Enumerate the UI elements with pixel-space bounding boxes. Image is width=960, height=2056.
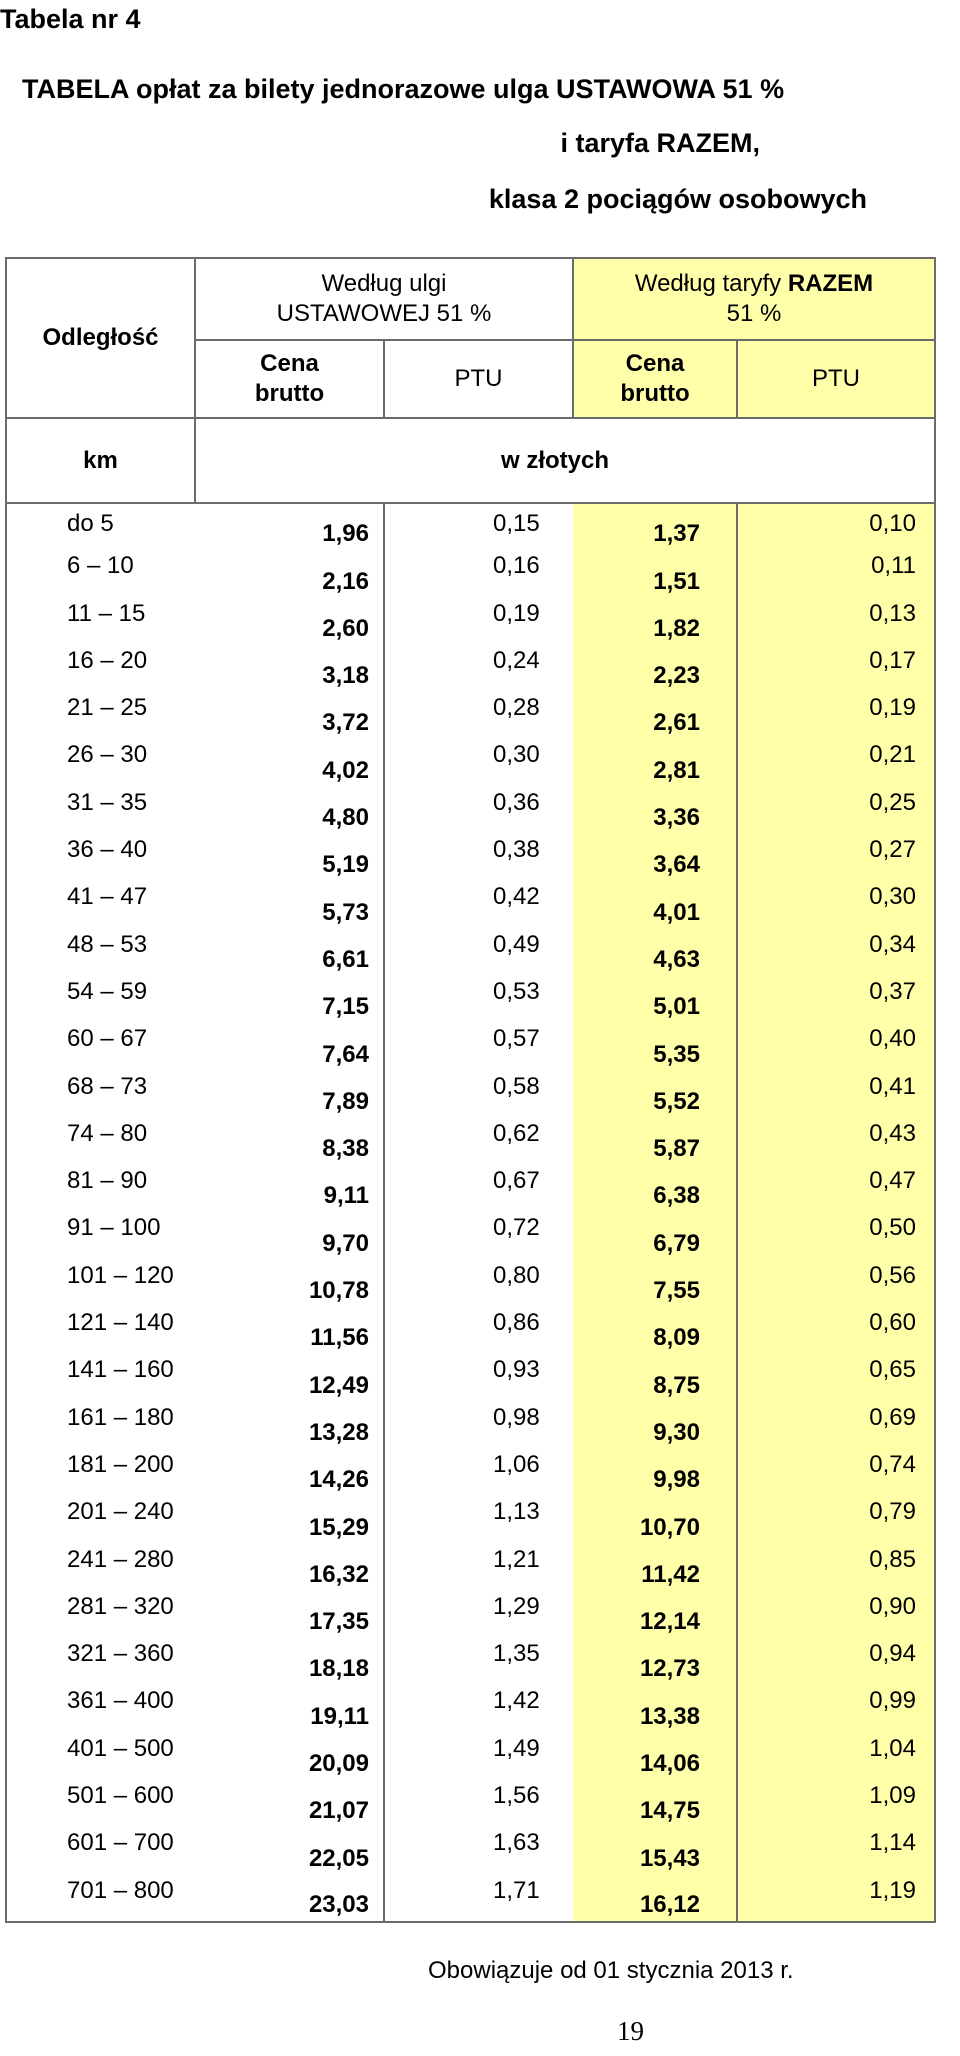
cell-ustawowa-price: 8,38 <box>195 1118 384 1165</box>
cell-ustawowa-price: 6,61 <box>195 929 384 976</box>
table-row <box>6 1023 935 1070</box>
cell-ustawowa-ptu: 0,36 <box>493 788 540 816</box>
cell-ustawowa-ptu: 0,24 <box>493 646 540 674</box>
cell-distance-range: 6 – 10 <box>6 550 195 597</box>
cell-distance-range: 26 – 30 <box>6 739 195 786</box>
table-row <box>6 1402 935 1449</box>
cell-razem-price: 1,37 <box>573 503 737 550</box>
cell-razem-price: 9,30 <box>573 1402 737 1449</box>
header-group-ustawowa <box>195 258 573 340</box>
table-subtitle-class: klasa 2 pociągów osobowych <box>488 184 867 214</box>
cell-distance-range: 121 – 140 <box>6 1307 195 1354</box>
table-row <box>6 1875 935 1922</box>
cell-razem-ptu: 0,13 <box>737 598 935 645</box>
cell-ustawowa-ptu: 1,49 <box>493 1734 540 1762</box>
table-row <box>6 1780 935 1827</box>
cell-razem-price: 11,42 <box>573 1544 737 1591</box>
cell-distance-range: 701 – 800 <box>6 1875 195 1922</box>
cell-razem-price: 4,01 <box>573 881 737 928</box>
cell-razem-ptu: 0,90 <box>737 1591 935 1638</box>
cell-razem-ptu: 1,19 <box>737 1875 935 1922</box>
cell-ustawowa-ptu: 0,53 <box>493 977 540 1005</box>
cell-razem-price: 1,51 <box>573 550 737 597</box>
header-unit-km: km <box>6 418 195 503</box>
cell-razem-price: 5,87 <box>573 1118 737 1165</box>
cell-ustawowa-price: 13,28 <box>195 1402 384 1449</box>
cell-razem-ptu: 0,11 <box>737 550 935 597</box>
cell-ustawowa-price: 21,07 <box>195 1780 384 1827</box>
cell-ustawowa-ptu: 1,71 <box>384 1875 573 1922</box>
header-price-line1: Cena <box>625 350 685 377</box>
cell-ustawowa-price: 7,64 <box>195 1023 384 1070</box>
cell-razem-ptu: 0,94 <box>737 1638 935 1685</box>
cell-ustawowa-price: 12,49 <box>195 1354 384 1401</box>
cell-razem-ptu: 0,65 <box>737 1354 935 1401</box>
cell-razem-ptu: 0,74 <box>737 1449 935 1496</box>
cell-ustawowa-price: 14,26 <box>195 1449 384 1496</box>
cell-razem-price: 5,01 <box>573 976 737 1023</box>
cell-ustawowa-price: 11,56 <box>195 1307 384 1354</box>
cell-ustawowa-ptu: 0,93 <box>493 1356 540 1384</box>
page-number: 19 <box>617 2016 644 2046</box>
table-row <box>6 1827 935 1874</box>
table-row <box>6 550 935 597</box>
cell-razem-price: 2,61 <box>573 692 737 739</box>
cell-distance-range: 361 – 400 <box>6 1685 195 1732</box>
table-row <box>6 1496 935 1543</box>
cell-distance-range: 161 – 180 <box>6 1402 195 1449</box>
cell-distance-range: 11 – 15 <box>6 598 195 645</box>
cell-razem-ptu: 0,41 <box>737 1071 935 1118</box>
cell-razem-price: 3,36 <box>573 787 737 834</box>
cell-razem-price: 14,06 <box>573 1733 737 1780</box>
cell-distance-range: 281 – 320 <box>6 1591 195 1638</box>
cell-ustawowa-price: 9,70 <box>195 1212 384 1259</box>
fare-table-body <box>6 503 935 1922</box>
cell-ustawowa-price: 1,96 <box>195 503 384 550</box>
cell-ustawowa-ptu: 0,86 <box>493 1309 540 1337</box>
cell-distance-range: 36 – 40 <box>6 834 195 881</box>
table-row <box>6 1638 935 1685</box>
cell-ustawowa-ptu: 0,49 <box>493 930 540 958</box>
header-price-line2: brutto <box>254 380 325 407</box>
cell-ustawowa-ptu: 1,06 <box>493 1450 540 1478</box>
cell-razem-price: 12,14 <box>573 1591 737 1638</box>
header-ustawowa-line1: Według ulgi <box>321 270 447 297</box>
cell-razem-ptu: 1,14 <box>737 1827 935 1874</box>
cell-razem-ptu: 0,19 <box>737 692 935 739</box>
header-group-razem <box>573 258 935 340</box>
header-ustawowa-price <box>195 340 384 418</box>
header-razem-ptu: PTU <box>737 340 935 418</box>
cell-distance-range: 68 – 73 <box>6 1071 195 1118</box>
cell-distance-range: 101 – 120 <box>6 1260 195 1307</box>
cell-razem-ptu: 0,21 <box>737 739 935 786</box>
cell-razem-ptu: 1,04 <box>737 1733 935 1780</box>
cell-ustawowa-price: 17,35 <box>195 1591 384 1638</box>
cell-razem-ptu: 0,34 <box>737 929 935 976</box>
header-razem-name: RAZEM <box>787 270 874 297</box>
header-razem-price <box>573 340 737 418</box>
cell-ustawowa-ptu: 0,57 <box>493 1025 540 1053</box>
table-row <box>6 881 935 928</box>
cell-ustawowa-price: 5,73 <box>195 881 384 928</box>
cell-razem-ptu: 0,10 <box>737 503 935 550</box>
cell-distance-range: 601 – 700 <box>6 1827 195 1874</box>
cell-ustawowa-price: 18,18 <box>195 1638 384 1685</box>
cell-razem-price: 7,55 <box>573 1260 737 1307</box>
cell-ustawowa-price: 3,72 <box>195 692 384 739</box>
cell-ustawowa-ptu: 1,21 <box>493 1545 540 1573</box>
cell-ustawowa-ptu: 0,42 <box>493 883 540 911</box>
cell-ustawowa-ptu: 1,13 <box>493 1498 540 1526</box>
header-ustawowa-line2: USTAWOWEJ 51 % <box>276 300 492 327</box>
cell-razem-ptu: 0,25 <box>737 787 935 834</box>
cell-distance-range: 31 – 35 <box>6 787 195 834</box>
header-distance: Odległość <box>6 258 195 418</box>
cell-distance-range: 91 – 100 <box>6 1212 195 1259</box>
cell-ustawowa-ptu: 0,58 <box>493 1072 540 1100</box>
cell-razem-ptu: 0,85 <box>737 1544 935 1591</box>
cell-razem-ptu: 1,09 <box>737 1780 935 1827</box>
cell-distance-range: 48 – 53 <box>6 929 195 976</box>
cell-razem-ptu: 0,37 <box>737 976 935 1023</box>
table-row <box>6 598 935 645</box>
cell-razem-ptu: 0,47 <box>737 1165 935 1212</box>
cell-razem-price: 6,38 <box>573 1165 737 1212</box>
cell-razem-price: 14,75 <box>573 1780 737 1827</box>
header-razem-prefix: Według taryfy <box>634 270 788 297</box>
table-row <box>6 1212 935 1259</box>
cell-ustawowa-ptu: 1,42 <box>493 1687 540 1715</box>
cell-razem-price: 2,23 <box>573 645 737 692</box>
cell-razem-price: 13,38 <box>573 1685 737 1732</box>
table-row <box>6 1544 935 1591</box>
cell-razem-price: 10,70 <box>573 1496 737 1543</box>
table-row <box>6 1354 935 1401</box>
cell-ustawowa-ptu: 0,19 <box>493 599 540 627</box>
document-label: Tabela nr 4 <box>0 4 141 34</box>
cell-razem-ptu: 0,27 <box>737 834 935 881</box>
cell-ustawowa-price: 2,60 <box>195 598 384 645</box>
cell-ustawowa-ptu: 1,35 <box>493 1640 540 1668</box>
fare-table <box>5 257 936 1923</box>
table-row <box>6 929 935 976</box>
cell-ustawowa-ptu: 0,30 <box>493 741 540 769</box>
header-razem-line2: 51 % <box>726 300 782 327</box>
cell-razem-price: 15,43 <box>573 1827 737 1874</box>
cell-ustawowa-price: 4,02 <box>195 739 384 786</box>
cell-ustawowa-ptu: 0,15 <box>493 510 540 537</box>
cell-ustawowa-ptu: 0,28 <box>493 694 540 722</box>
cell-ustawowa-price: 3,18 <box>195 645 384 692</box>
cell-razem-price: 6,79 <box>573 1212 737 1259</box>
cell-ustawowa-ptu: 0,16 <box>493 552 540 580</box>
cell-razem-price: 4,63 <box>573 929 737 976</box>
cell-razem-price: 1,82 <box>573 598 737 645</box>
table-row <box>6 1260 935 1307</box>
header-price-line2: brutto <box>620 380 690 407</box>
cell-ustawowa-price: 19,11 <box>195 1685 384 1732</box>
cell-ustawowa-price: 7,15 <box>195 976 384 1023</box>
cell-distance-range: 54 – 59 <box>6 976 195 1023</box>
cell-razem-price: 2,81 <box>573 739 737 786</box>
table-row <box>6 787 935 834</box>
table-subtitle-tariff: i taryfa RAZEM, <box>560 128 760 158</box>
cell-razem-price: 8,75 <box>573 1354 737 1401</box>
table-row <box>6 1449 935 1496</box>
table-title: TABELA opłat za bilety jednorazowe ulga USTAWOWA 51 % <box>22 74 785 104</box>
cell-ustawowa-ptu: 0,98 <box>493 1403 540 1431</box>
table-row <box>6 645 935 692</box>
cell-ustawowa-price: 22,05 <box>195 1827 384 1874</box>
cell-distance-range: 321 – 360 <box>6 1638 195 1685</box>
cell-ustawowa-price: 16,32 <box>195 1544 384 1591</box>
cell-razem-ptu: 0,43 <box>737 1118 935 1165</box>
cell-razem-ptu: 0,99 <box>737 1685 935 1732</box>
cell-ustawowa-ptu: 1,29 <box>493 1592 540 1620</box>
cell-distance-range: 21 – 25 <box>6 692 195 739</box>
cell-ustawowa-price: 5,19 <box>195 834 384 881</box>
table-row <box>6 1118 935 1165</box>
cell-ustawowa-ptu: 0,67 <box>493 1167 540 1195</box>
table-row <box>6 739 935 786</box>
cell-distance-range: 501 – 600 <box>6 1780 195 1827</box>
table-row <box>6 503 935 550</box>
cell-distance-range: 241 – 280 <box>6 1544 195 1591</box>
cell-razem-ptu: 0,17 <box>737 645 935 692</box>
cell-razem-price: 3,64 <box>573 834 737 881</box>
table-row <box>6 1071 935 1118</box>
cell-ustawowa-price: 2,16 <box>195 550 384 597</box>
cell-ustawowa-price: 20,09 <box>195 1733 384 1780</box>
table-row <box>6 976 935 1023</box>
cell-razem-price: 12,73 <box>573 1638 737 1685</box>
cell-distance-range: 16 – 20 <box>6 645 195 692</box>
cell-distance-range: 81 – 90 <box>6 1165 195 1212</box>
cell-ustawowa-price: 4,80 <box>195 787 384 834</box>
table-row <box>6 1307 935 1354</box>
table-row <box>6 1733 935 1780</box>
cell-ustawowa-ptu: 0,38 <box>493 836 540 864</box>
cell-razem-ptu: 0,30 <box>737 881 935 928</box>
cell-razem-ptu: 0,60 <box>737 1307 935 1354</box>
cell-distance-range: 74 – 80 <box>6 1118 195 1165</box>
cell-razem-ptu: 0,40 <box>737 1023 935 1070</box>
table-row <box>6 1591 935 1638</box>
cell-ustawowa-price: 7,89 <box>195 1071 384 1118</box>
cell-razem-ptu: 0,69 <box>737 1402 935 1449</box>
table-row <box>6 1685 935 1732</box>
cell-distance-range: 41 – 47 <box>6 881 195 928</box>
cell-ustawowa-ptu: 0,72 <box>493 1214 540 1242</box>
cell-distance-range: 201 – 240 <box>6 1496 195 1543</box>
header-price-line1: Cena <box>260 350 319 377</box>
cell-distance-range: 401 – 500 <box>6 1733 195 1780</box>
cell-ustawowa-ptu: 1,56 <box>493 1782 540 1810</box>
cell-distance-range: 141 – 160 <box>6 1354 195 1401</box>
cell-ustawowa-ptu: 1,63 <box>493 1829 540 1857</box>
cell-distance-range: do 5 <box>6 503 195 550</box>
cell-ustawowa-price: 9,11 <box>195 1165 384 1212</box>
cell-ustawowa-price: 10,78 <box>195 1260 384 1307</box>
cell-razem-ptu: 0,50 <box>737 1212 935 1259</box>
header-unit-currency: w złotych <box>195 418 935 503</box>
cell-razem-price: 9,98 <box>573 1449 737 1496</box>
table-row <box>6 1165 935 1212</box>
cell-ustawowa-ptu: 0,80 <box>493 1261 540 1289</box>
cell-razem-ptu: 0,56 <box>737 1260 935 1307</box>
cell-razem-price: 16,12 <box>573 1875 737 1922</box>
cell-razem-price: 8,09 <box>573 1307 737 1354</box>
cell-razem-price: 5,52 <box>573 1071 737 1118</box>
cell-razem-price: 5,35 <box>573 1023 737 1070</box>
cell-distance-range: 181 – 200 <box>6 1449 195 1496</box>
cell-ustawowa-price: 15,29 <box>195 1496 384 1543</box>
table-row <box>6 834 935 881</box>
header-ustawowa-ptu: PTU <box>384 340 573 418</box>
validity-note: Obowiązuje od 01 stycznia 2013 r. <box>428 1957 794 1984</box>
cell-distance-range: 60 – 67 <box>6 1023 195 1070</box>
cell-ustawowa-ptu: 0,62 <box>493 1119 540 1147</box>
table-row <box>6 692 935 739</box>
cell-razem-ptu: 0,79 <box>737 1496 935 1543</box>
cell-ustawowa-price: 23,03 <box>195 1875 384 1922</box>
